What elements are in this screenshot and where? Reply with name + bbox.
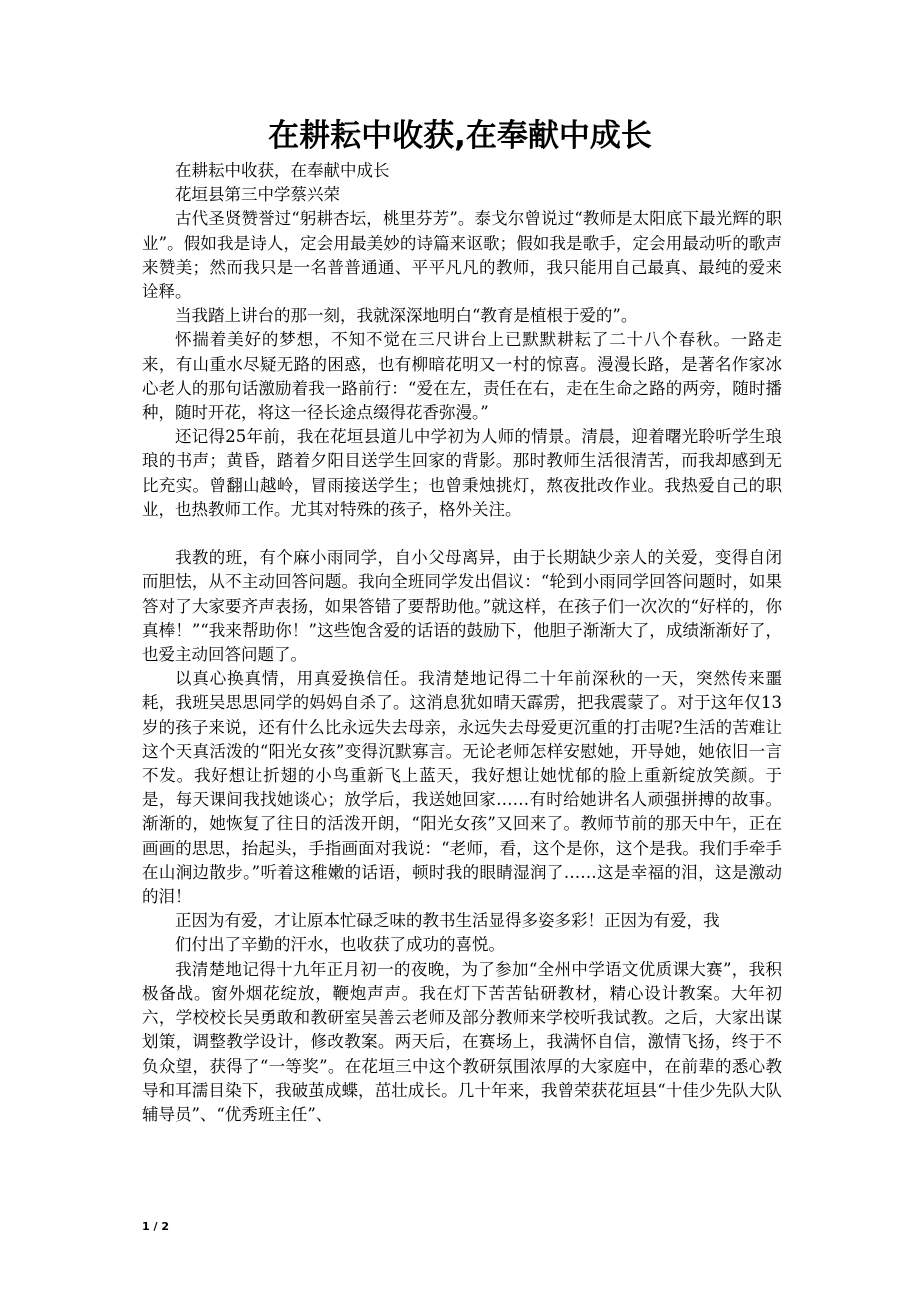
body-paragraph: 古代圣贤赞誉过“躬耕杏坛，桃里芬芳”。泰戈尔曾说过“教师是太阳底下最光辉的职业”。假如我是诗人，定会用最美妙的诗篇来讴歌；假如我是歌手，定会用最动听的歌声来赞美；然而我只是一名普普通通、平平凡凡的教师，我只能用自己最真、最纯的爱来诠释。	[142, 209, 782, 302]
body-paragraph: 我教的班，有个麻小雨同学，自小父母离异，由于长期缺少亲人的关爱，变得自闭而胆怯，从不主动回答问题。我向全班同学发出倡议：“轮到小雨同学回答问题时，如果答对了大家要齐声表扬，如果答错了要帮助他。”就这样，在孩子们一次次的“好样的，你真棒！”“我来帮助你！”这些饱含爱的话语的鼓励下，他胆子渐渐大了，成绩渐渐好了，也爱主动回答问题了。	[142, 548, 782, 665]
body-paragraph: 怀揣着美好的梦想，不知不觉在三尺讲台上已默默耕耘了二十八个春秋。一路走来，有山重水尽疑无路的困惑，也有柳暗花明又一村的惊喜。漫漫长路，是著名作家冰心老人的那句话激励着我一路前行：“爱在左，责任在右，走在生命之路的两旁，随时播种，随时开花，将这一径长途点缀得花香弥漫。”	[142, 330, 782, 423]
body-paragraph: 们付出了辛勤的汗水，也收获了成功的喜悦。	[175, 935, 505, 955]
body-paragraph: 当我踏上讲台的那一刻，我就深深地明白“教育是植根于爱的”。	[175, 306, 638, 326]
body-paragraph: 还记得25年前，我在花垣县道儿中学初为人师的情景。清晨，迎着曙光聆听学生琅琅的书声；黄昏，踏着夕阳目送学生回家的背影。那时教师生活很清苦，而我却感到无比充实。曾翻山越岭，冒雨接送学生；也曾秉烛挑灯，熬夜批改作业。我热爱自己的职业，也热教师工作。尤其对特殊的孩子，格外关注。	[142, 427, 782, 519]
author-paragraph: 花垣县第三中学蔡兴荣	[175, 185, 340, 205]
subtitle-paragraph: 在耕耘中收获，在奉献中成长	[175, 161, 390, 180]
paragraph-gap	[142, 522, 782, 546]
body-paragraph: 我清楚地记得十九年正月初一的夜晚，为了参加“全州中学语文优质课大赛”，我积极备战。窗外烟花绽放，鞭炮声声。我在灯下苦苦钻研教材，精心设计教案。大年初六，学校校长吴勇敢和教研室吴善云老师及部分教师来学校听我试教。之后，大家出谋划策，调整教学设计，修改教案。两天后，在赛场上，我满怀自信，激情飞扬，终于不负众望，获得了“一等奖”。在花垣三中这个教研氛围浓厚的大家庭中，在前辈的悉心教导和耳濡目染下，我破茧成蝶，茁壮成长。几十年来，我曾荣获花垣县“十佳少先队大队辅导员”、“优秀班主任”、	[142, 959, 782, 1124]
document-title: 在耕耘中收获,在奉献中成长	[268, 118, 652, 154]
body-paragraph: 正因为有爱，才让原本忙碌乏味的教书生活显得多姿多彩！正因为有爱，我	[175, 911, 720, 931]
body-paragraph: 以真心换真情，用真爱换信任。我清楚地记得二十年前深秋的一天，突然传来噩耗，我班吴思思同学的妈妈自杀了。这消息犹如晴天霹雳，把我震蒙了。对于这年仅13岁的孩子来说，还有什么比永远失去母亲，永远失去母爱更沉重的打击呢?生活的苦难让这个天真活泼的“阳光女孩”变得沉默寡言。无论老师怎样安慰她，开导她，她依旧一言不发。我好想让折翅的小鸟重新飞上蓝天，我好想让她忧郁的脸上重新绽放笑颜。于是，每天课间我找她谈心；放学后，我送她回家……有时给她讲名人顽强拼搏的故事。渐渐的，她恢复了往日的活泼开朗，“阳光女孩”又回来了。教师节前的那天中午，正在画画的思思，抬起头，手指画面对我说：“老师，看，这个是你，这个是我。我们手牵手在山涧边散步。”听着这稚嫩的话语，顿时我的眼睛湿润了……这是幸福的泪，这是激动的泪！	[142, 669, 782, 907]
document-body	[142, 159, 782, 1127]
page-number: 1 / 2	[142, 1220, 169, 1233]
